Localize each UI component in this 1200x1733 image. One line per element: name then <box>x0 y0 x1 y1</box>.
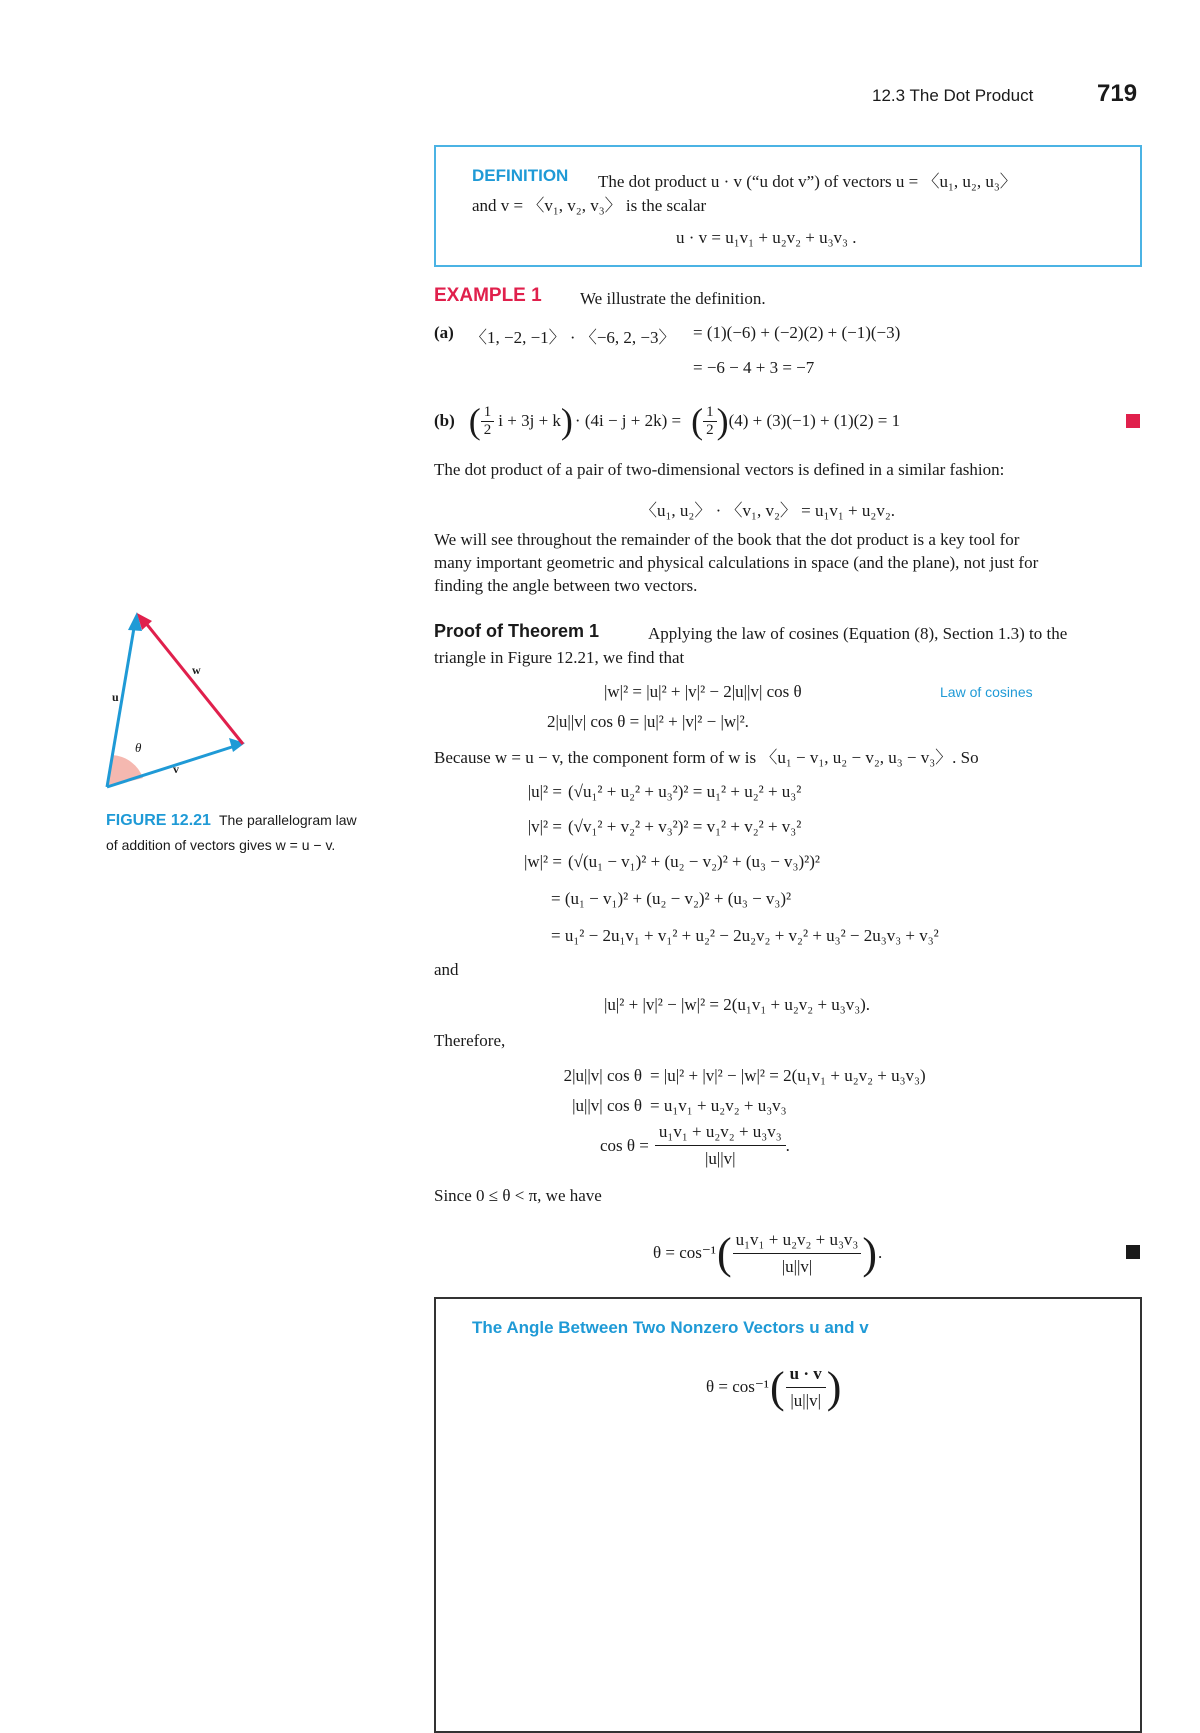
fraction-numerator-2: 1 <box>703 404 717 422</box>
paragraph-line-2: many important geometric and physical calculations in space (and the plane), not just for <box>434 553 1039 572</box>
example-a-label: (a) <box>434 323 454 342</box>
example-b-part3: (4) + (3)(−1) + (1)(2) = 1 <box>728 411 901 430</box>
label-theta: θ <box>135 740 142 755</box>
cos-theta-numerator: u₁v₁ + u₂v₂ + u₃v₃ <box>655 1122 786 1146</box>
u-squared-lhs: |u|² = <box>527 782 562 801</box>
final-theta-eq <box>653 1226 882 1280</box>
w-squared-rhs-3: = u₁² − 2u₁v₁ + v₁² + u₂² − 2u₂v₂ + v₂² + u₃² − 2u₃v₃ + v₃² <box>551 926 939 945</box>
proof-line1: Applying the law of cosines (Equation (8), Section 1.3) to the <box>648 624 1068 643</box>
left-paren-2: ( <box>691 401 704 441</box>
cos-theta-lhs: cos θ = <box>600 1135 649 1155</box>
figure-caption-line2: of addition of vectors gives w = u − v. <box>106 837 336 853</box>
final-right-paren: ) <box>862 1228 878 1278</box>
label-v: v <box>173 762 179 776</box>
since-line: Since 0 ≤ θ < π, we have <box>434 1186 602 1205</box>
cos-theta-denominator: |u||v| <box>704 1149 736 1168</box>
u-squared-rhs: (√u₁² + u₂² + u₃²)² = u₁² + u₂² + u₃² <box>568 782 802 801</box>
angle-box-left-paren: ( <box>769 1362 785 1412</box>
final-period: . <box>878 1243 883 1262</box>
example-b-part2: · (4i − j + 2k) = <box>574 411 682 430</box>
w-squared-rhs: (√(u₁ − v₁)² + (u₂ − v₂)² + (u₃ − v₃)²)² <box>568 852 821 871</box>
section-title: The Dot Product <box>909 86 1034 105</box>
twodim-text: The dot product of a pair of two-dimensional vectors is defined in a similar fashion: <box>434 460 1005 479</box>
fraction-half-2 <box>703 404 717 439</box>
fraction-half <box>481 404 495 439</box>
angle-box-numerator: u · v <box>786 1364 826 1388</box>
end-of-proof-marker <box>1126 1245 1140 1259</box>
right-paren: ) <box>560 401 573 441</box>
left-paren: ( <box>468 401 481 441</box>
section-number: 12.3 <box>872 86 906 105</box>
angle-box-formula <box>706 1360 842 1414</box>
and-equation: |u|² + |v|² − |w|² = 2(u₁v₁ + u₂v₂ + u₃v₃). <box>604 995 871 1014</box>
and-word: and <box>434 960 459 979</box>
paragraph-line-3: finding the angle between two vectors. <box>434 576 698 595</box>
running-header <box>872 86 1033 106</box>
v-squared-lhs: |v|² = <box>527 817 562 836</box>
therefore-word: Therefore, <box>434 1031 506 1050</box>
therefore-rhs-1: = |u|² + |v|² − |w|² = 2(u₁v₁ + u₂v₂ + u₃v₃) <box>650 1066 926 1085</box>
label-w: w <box>192 663 201 677</box>
page-number: 719 <box>1097 80 1138 107</box>
final-denominator: |u||v| <box>781 1256 813 1276</box>
fraction-denominator-2: 2 <box>706 421 714 438</box>
angle-box-denominator: |u||v| <box>790 1390 821 1410</box>
paragraph-line-1: We will see throughout the remainder of the book that the dot product is a key tool for <box>434 530 1020 549</box>
example-b-part1: i + 3j + k <box>498 411 561 430</box>
example-intro: We illustrate the definition. <box>580 289 766 308</box>
definition-formula: u · v = u₁v₁ + u₂v₂ + u₃v₃ . <box>676 228 857 247</box>
final-lhs: θ = cos⁻¹ <box>653 1243 716 1262</box>
angle-box-title: The Angle Between Two Nonzero Vectors u and v <box>472 1318 869 1337</box>
definition-line2: and v = 〈v₁, v₂, v₃〉 is the scalar <box>472 196 707 215</box>
vector-w <box>145 622 243 744</box>
example-a-rhs2: = −6 − 4 + 3 = −7 <box>693 358 815 377</box>
therefore-lhs-2: |u||v| cos θ <box>572 1096 642 1115</box>
figure-caption <box>106 808 416 857</box>
cos-theta-eq <box>600 1122 790 1169</box>
fraction-numerator: 1 <box>481 404 495 422</box>
vector-v-arrowhead <box>229 738 245 752</box>
example-a-rhs1: = (1)(−6) + (−2)(2) + (−1)(−3) <box>693 323 901 342</box>
angle-box-fraction <box>786 1364 826 1411</box>
angle-box-right-paren: ) <box>826 1362 842 1412</box>
final-numerator: u₁v₁ + u₂v₂ + u₃v₃ <box>733 1230 862 1254</box>
final-left-paren: ( <box>716 1228 732 1278</box>
law-of-cosines-eq: |w|² = |u|² + |v|² − 2|u||v| cos θ <box>604 682 802 701</box>
angle-box-lhs: θ = cos⁻¹ <box>706 1377 769 1396</box>
period: . <box>785 1135 790 1155</box>
because-line: Because w = u − v, the component form of w is 〈u₁ − v₁, u₂ − v₂, u₃ − v₃〉. So <box>434 748 979 767</box>
example-a-lhs: 〈1, −2, −1〉 · 〈−6, 2, −3〉 <box>470 328 676 347</box>
rearranged-eq: 2|u||v| cos θ = |u|² + |v|² − |w|². <box>547 712 749 731</box>
paragraph-key-tool <box>434 528 1140 597</box>
cos-theta-fraction <box>655 1122 786 1169</box>
fraction-denominator: 2 <box>483 421 492 438</box>
example-label: EXAMPLE 1 <box>434 285 542 306</box>
definition-line1: The dot product u · v (“u dot v”) of vectors u = 〈u₁, u₂, u₃〉 <box>598 172 1017 191</box>
v-squared-rhs: (√v₁² + v₂² + v₃²)² = v₁² + v₂² + v₃² <box>568 817 802 836</box>
w-squared-lhs: |w|² = <box>523 852 562 871</box>
example-b-label: (b) <box>434 411 455 430</box>
twodim-equation: 〈u₁, u₂〉 · 〈v₁, v₂〉 = u₁v₁ + u₂v₂. <box>640 501 895 520</box>
definition-label: DEFINITION <box>472 166 569 185</box>
therefore-rhs-2: = u₁v₁ + u₂v₂ + u₃v₃ <box>650 1096 787 1115</box>
example-b <box>434 396 900 446</box>
right-paren-2: ) <box>716 401 729 441</box>
label-u: u <box>112 690 119 704</box>
proof-label: Proof of Theorem 1 <box>434 621 600 641</box>
figure-caption-line1: The parallelogram law <box>218 812 357 828</box>
final-fraction <box>733 1230 862 1277</box>
figure-label: FIGURE 12.21 <box>106 812 211 829</box>
therefore-lhs-1: 2|u||v| cos θ <box>563 1066 642 1085</box>
w-squared-rhs-2: = (u₁ − v₁)² + (u₂ − v₂)² + (u₃ − v₃)² <box>551 889 792 908</box>
end-of-example-marker <box>1126 414 1140 428</box>
proof-line2: triangle in Figure 12.21, we find that <box>434 648 685 667</box>
margin-note: Law of cosines <box>940 684 1033 700</box>
